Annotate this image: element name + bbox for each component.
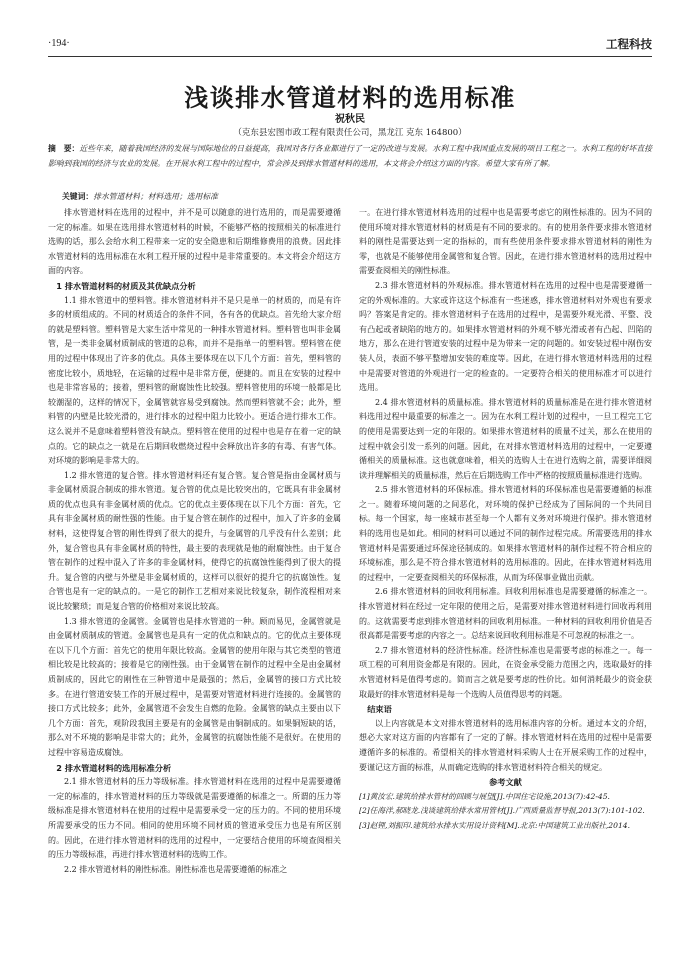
abstract-text: 近些年来，随着我国经济的发展与国际地位的日益提高，我国对各行各业都进行了一定的改进与发展。水利工程中我国重点发展的项目工程之一。水利工程的好坏直接影响到我国的经济与农业的发展。在开展水利工程中的过程中，常会涉及到排水管道材料的选用，本文将会介绍这方面的内容。希望大家有所了解。 (48, 144, 653, 168)
reference-item: [1]黄汝宏.建筑给排水管材的回顾与展望[J].中国住宅设施,2013(7):42-45. (359, 791, 610, 801)
intro-paragraph: 排水管道材料在选用的过程中，并不是可以随意的进行选用的，而是需要遵循一定的标准。如果在选用排水管道材料的时候，不能够严格的按照相关的标准进行选购的话，那么会给水利工程带来一定的安全隐患和后期维修费用的浪费。因此排水管道材料的选用标准在水利工程开展的过程中是非常重要的。本文将会介绍这方面的内容。 (48, 208, 341, 276)
page-header (48, 30, 652, 57)
reference-item: [3]赵锂,刘振印.建筑给水排水实用设计资料[M].北京:中国建筑工业出版社,2014. (359, 820, 631, 830)
paragraph-appearance-standard: 2.3 排水管道材料的外观标准。排水管道材料在选用的过程中也是需要遵循一定的外观标准的。大家或许这这个标准有一些迷惑，排水管道材料对外观也有要求吗？答案是肯定的。排水管道材料子在选用的过程中，是需要外观光滑、平整、没有凸起或者缺陷的地方的。如果排水管道材料的外观不够光滑或者有凸起、凹陷的地方，那么在进行管道安装的过程中是为带来一定的问题的。如安装过程中剐伤安装人员，表面不够平整增加安装的难度等。因此，在进行排水管道材料选用的过程中是需要对管道的外观进行一定的检查的。一定要符合相关的使用标准才可以进行选用。 (359, 280, 652, 393)
journal-name: 工程科技 (606, 37, 652, 51)
paragraph-rigidity-standard: 2.2 排水管道材料的刚性标准。刚性标准也是需要遵循的标准之 (64, 864, 288, 874)
paragraph-composite-pipe: 1.2 排水管道的复合管。排水管道材料还有复合管。复合管是指由金属材质与非金属材质混合制成的排水管道。复合管的优点是比较突出的，它既具有非金属材质的优点也具有非金属材质的优点。它的优点主要体现在以下几个方面：首先，它具有非金属材质的耐性强的性能。由于复合管在制作的过程中，加入了许多的金属材料，这使得复合管的刚性得到了很大的提升，与金属管的几乎没有什么差别；此外，复合管也具有非金属材质的特性，最主要的表现就是他的耐腐蚀性。由于复合管在制作的过程中混入了许多的非金属材料，使得它的抗腐蚀性能得到了很大的提升。复合管的内壁与外壁是非金属材质的，这样可以很好的提升它的抗腐蚀性。复合管也是有一定的缺点的。一是它的制作工艺相对来说比较复杂，制作流程相对来说比较繁琐；而是复合管的价格相对来说比较高。 (48, 470, 341, 612)
paragraph-economic-standard: 2.7 排水管道材料的经济性标准。经济性标准也是需要考虑的标准之一。每一项工程的可利用资金都是有限的。因此，在资金承受能力范围之内，选取最好的排水管道材料是值得考虑的。简而言之就是要考虑的性价比。如何消耗最少的资金获取最好的排水管道材料是每一个选购人员值得思考的问题。 (359, 645, 652, 699)
paragraph-recycling-standard: 2.6 排水管道材料的回收利用标准。回收利用标准也是需要遵循的标准之一。排水管道材料在经过一定年限的使用之后，是需要对排水管道材料进行回收再利用的。这就需要考虑到排水管道材料的回收利用标准。一种材料的回收利用价值是否很高都是需要考虑的内容之一。总结来说回收利用标准是不可忽视的标准之一。 (359, 587, 652, 641)
paragraph-environmental-standard: 2.5 排水管道材料的环保标准。排水管道材料的环保标准也是需要遵循的标准之一。随着环境问题的之间恶化，对环境的保护已经成为了国际间的一个共同目标。每一个国家，每一座城市甚至每一个人都有义务对环境进行保护。排水管道材料的选用也是如此。相同的材料可以通过不同的制作过程完成。所需要选用的排水管道材料是需要通过环保途径制成的。如果排水管道材料的制作过程不符合相应的环境标准，那么是不符合排水管道材料的选用标准的。因此，在排水管道材料选用的过程中，一定要查阅相关的环保标准，从而为环保事业做出贡献。 (359, 485, 652, 582)
section-heading-1: 1 排水管道材料的材质及其优缺点分析 (56, 280, 196, 291)
abstract-label: 摘 要： (48, 144, 80, 153)
article-author: 祝秋民 (335, 114, 365, 125)
keywords-label: 关键词： (62, 192, 94, 201)
keywords-text: 排水管道材料；材料选用；选用标准 (93, 192, 218, 201)
paragraph-quality-standard: 2.4 排水管道材料的质量标准。排水管道材料的质量标准是在进行排水管道材料选用过程中最重要的标准之一。因为在水利工程计划的过程中，一旦工程完工它的使用是需要达到一定的年限的。如果排水管道材料的质量不过关，那么在使用的过程中就会引发一系列的问题。因此，在对排水管道材料选用的过程中，一定要遵循相关的质量标准。这也就意味着，相关的选购人士在进行选购之前，需要详细阅读并理解相关的质量标准，然后在后期选购工作中严格的按照质量标准进行选购。 (359, 397, 652, 480)
conclusion-paragraph: 以上内容就是本文对排水管道材料的选用标准内容的分析。通过本文的介绍，想必大家对这方面的内容都有了一定的了解。排水管道材料在选用的过程中是需要遵循许多的标准的。希望相关的排水管道材料采购人士在开展采购工作的过程中，要谨记这方面的标准，从而确定选购的排水管道材料符合相关的规定。 (359, 718, 652, 772)
abstract (48, 141, 652, 171)
page-number: ·194· (48, 38, 70, 49)
paragraph-metal-pipe: 1.3 排水管道的金属管。金属管也是排水管道的一种。顾而易见，金属管就是由金属材质制成的管道。金属管也是具有一定的优点和缺点的。它的优点主要体现在以下几个方面：首先它的使用年限比较高。金属管的使用年限与其它类型的管道相比较是比较高的；接着是它的刚性强。由于金属管在制作的过程中全是由金属材质制成的，因此它的刚性在三种管道中是最强的；然后，金属管的接口方式比较多。在进行管道安装工作的开展过程中，是需要对管道材料进行连接的。金属管的接口方式比较多；此外，金属管道不会发生自燃的危险。金属管的缺点主要由以下几个方面：首先，观阶段我国主要是有的金属管是由铜制成的。如果铜短缺的话，那么对不环境的影响是非常大的；此外，金属管的抗腐蚀性能不是很好。在使用的过程中容易造成腐蚀。 (48, 616, 341, 757)
paragraph-pressure-standard: 2.1 排水管道材料的压力等级标准。排水管道材料在选用的过程中是需要遵循一定的标准的，排水管道材料的压力等级就是需要遵循的标准之一。所谓的压力等级标准是排水管道材料在使用的过程中是需要承受一定的压力的。不同的使用环境所需要承受的压力不同。相同的使用环境不同材质的管道承受压力也是有所区别的。因此，在进行排水管道材料的选用的过程中，一定要结合使用的环境查阅相关的压力等级标准，再进行排水管道材料的选购工作。 (48, 777, 341, 860)
reference-list (359, 790, 652, 834)
paragraph-plastic-pipe: 1.1 排水管道中的塑料管。排水管道材料并不是只是单一的材质的，而是有许多的材质组成的。不同的材质适合的条件不同，各有各的优缺点。首先给大家介绍的就是塑料管。塑料管是大家生活中常见的一种排水管道材料。塑料管也叫非金属管，是一类非金属材质制成的管道的总称，而并不是指单一的塑料管。塑料管在使用的过程中体现出了许多的优点。具体主要体现在以下几个方面：首先，塑料管的密度比较小，质地轻，在运输的过程中是非常方便，便捷的。而且在安装的过程中也是非常容易的；接着，塑料管的耐腐蚀性比较强。塑料管使用的环境一般都是比较潮湿的，这样的情况下，金属管就容易受到腐蚀。然而塑料管就不会；此外，塑料管的内壁是比较光滑的，进行排水的过程中阻力比较小。更适合进行排水工作。这么说并不是意味着塑料管没有缺点。塑料管在使用的过程中也是存在着一定的缺点的。它的缺点之一就是在后期回收燃烧过程中会释放出许多的有毒、有害气体。对环境的影响是非常大的。 (48, 295, 341, 466)
references-heading: 参考文献 (489, 777, 522, 788)
left-column (48, 206, 341, 941)
conclusion-heading: 结束语 (367, 704, 392, 715)
section-heading-2: 2 排水管道材料的选用标准分析 (56, 762, 172, 773)
reference-item: [2]任海洋,郝晓龙.浅谈建筑给排水常用管材[J].广西质量监督导报,2013(7):101-102. (359, 806, 645, 816)
paragraph-rigidity-continued: 一。在进行排水管道材料选用的过程中也是需要考虑它的刚性标准的。因为不同的使用环境对排水管道材料的材质是有不同的要求的。有的使用条件要求排水管道材料的刚性是需要达到一定的指标的，而有些使用条件要求排水管道材料的刚性为零，也就是不能够使用金属管和复合管。因此，在进行排水管道材料的选用过程中需要查阅相关的刚性标准。 (359, 208, 652, 276)
keywords (62, 189, 652, 204)
article-title: 浅谈排水管道材料的选用标准 (184, 84, 516, 112)
right-column (359, 206, 652, 941)
author-affiliation: （克东县宏图市政工程有限责任公司，黑龙江 克东 164800） (233, 128, 467, 138)
